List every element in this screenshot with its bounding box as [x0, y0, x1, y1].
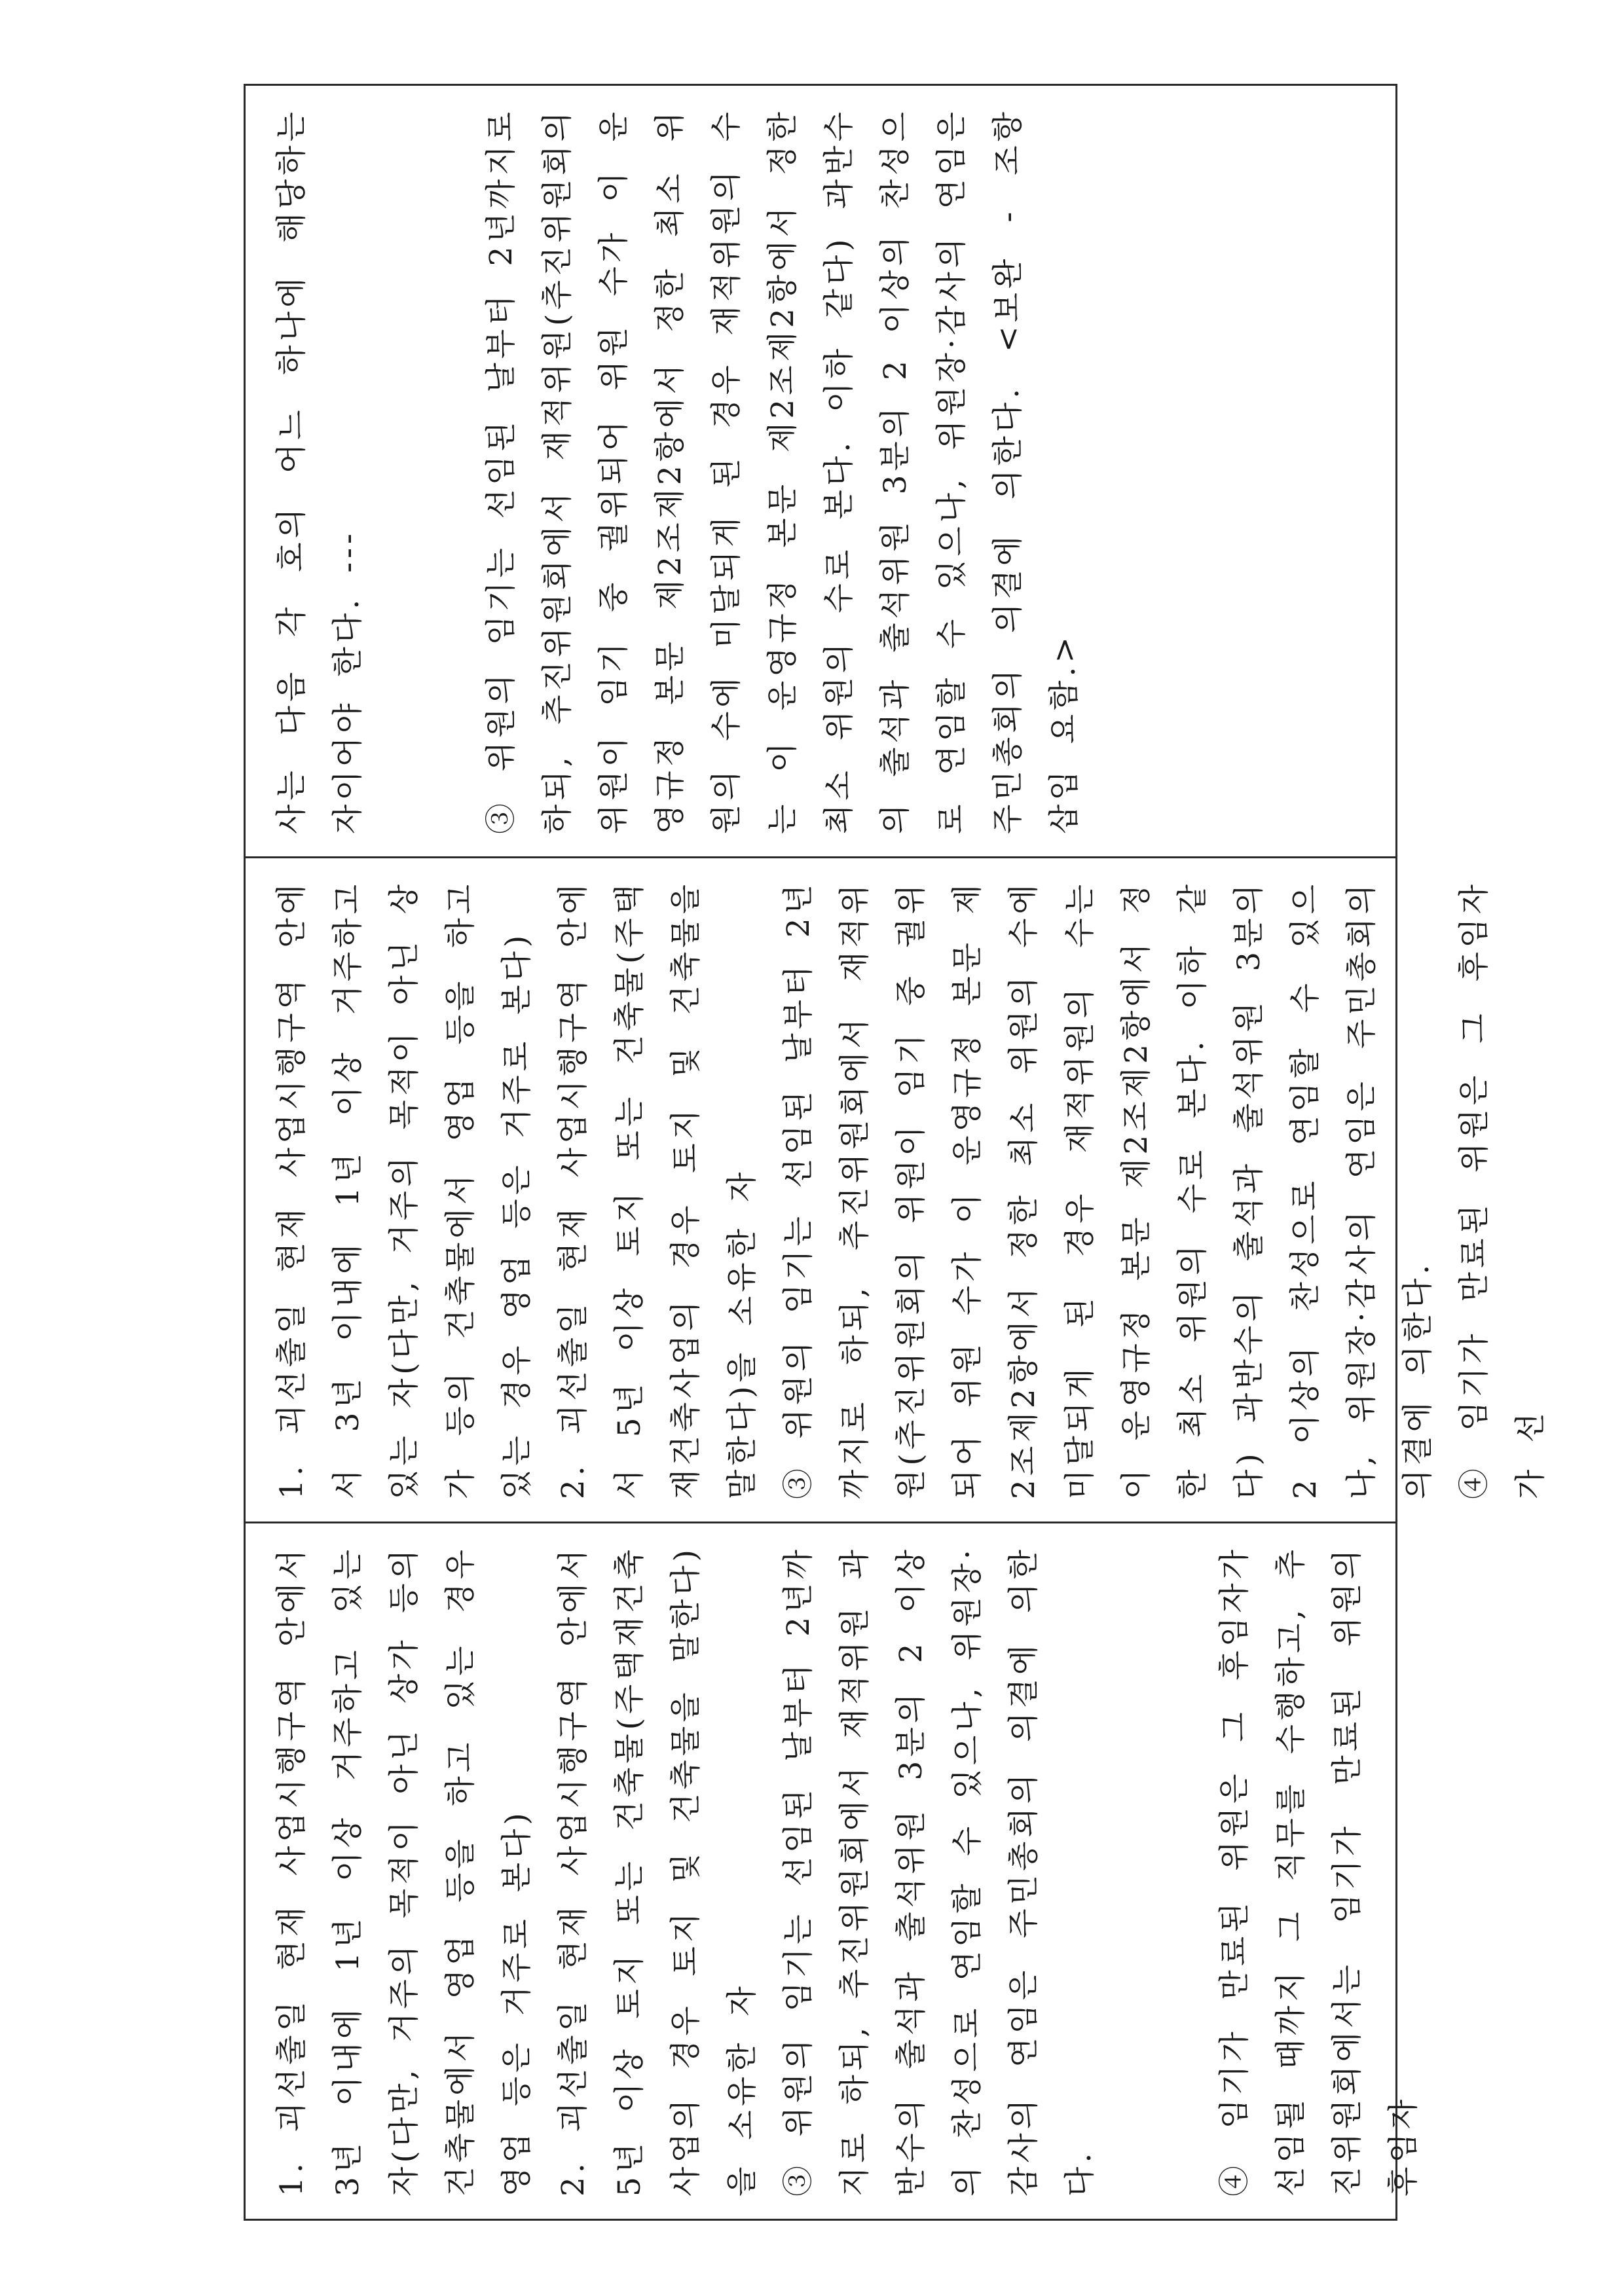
col3-paragraph-2: ③ 위원의 임기는 선임된 날부터 2년까지로 하되, 추진위원회에서 재적위원(추진위원회의 위원이 임기 중 궐위되어 위원 수가 이 운영규정 본문 제2조제2항에서 정한 최소 위원의 수에 미달되게 된 경우 재적위원의 수는 이 운영규정 본문 제2조제2항에서 정한 최소 위원의 수로 본다. 이하 같다) 과반수의 출석과 출석위원 3분의 2 이상의 찬성으로 연임할 수 있으나, 위원장·감사의 연임은 주민총회의 의결에 의한다. <보완 - 조항 삽입 요함.> [483, 85, 1082, 834]
col3-paragraph-1: 사는 다음 각 호의 어느 하나에 해당하는 자이어야 한다. --- [274, 85, 366, 834]
col1-paragraph-4: ④ 임기가 만료된 위원은 그 후임자가 선임될 때까지 그 직무를 수행하고, 추진위원회에서는 임기가 만료된 위원의 후임자 [1217, 1523, 1422, 2196]
col1-paragraph-2: 2. 괴선출일 현재 사업시행구역 안에서 5년 이상 토지 또는 건축물(주택재건축사업의 경우 토지 및 건축물을 말한다)을 소유한 자 [555, 1523, 760, 2196]
col2-paragraph-4: ④ 임기가 만료된 위원은 그 후임자가 선 [1456, 881, 1549, 1499]
col1-paragraph-3: ③ 위원의 임기는 선임된 날부터 2년까지로 하되, 추진위원회에서 재적위원 과반수의 출석과 출석위원 3분의 2 이상의 찬성으로 연임할 수 있으나, 위원장·감사의 연임은 주민총회의 의결에 의한다. [781, 1546, 1098, 2196]
col1-paragraph-1: 1. 괴선출일 현재 사업시행구역 안에서 3년 이내에 1년 이상 거주하고 있는 자(다만, 거주의 목적이 아닌 상가 등의 건축물에서 영업 등을 하고 있는 경우 영업 등은 거주로 본다) [274, 1523, 535, 2196]
table-column-3 [246, 86, 1395, 858]
rotated-table-content [246, 85, 1549, 2219]
col2-paragraph-3: ③ 위원의 임기는 선임된 날부터 2년까지로 하되, 추진위원회에서 재적위원(추진위원회의 위원이 임기 중 궐위되어 위원 수가 이 운영규정 본문 제2조제2항에서 정한 최소 위원의 수에 미달되게 된 경우 재적위원의 수는 이 운영규정 본문 제2조제2항에서 정한 최소 위원의 수로 본다. 이하 같다) 과반수의 출석과 출석위원 3분의 2 이상의 찬성으로 연임할 수 있으나, 위원장·감사의 연임은 주민총회의 의결에 의한다. [781, 858, 1436, 1499]
table-column-1 [246, 1523, 1422, 2219]
spacer [1109, 1546, 1207, 2196]
document-table [244, 84, 1549, 2221]
spacer [377, 108, 473, 834]
table-column-2 [246, 858, 1549, 1523]
col2-paragraph-1: 1. 괴선출일 현재 사업시행구역 안에서 3년 이내에 1년 이상 거주하고 있는 자(다만, 거주의 목적이 아닌 상가 등의 건축물에서 영업 등을 하고 있는 경우 영업 등은 거주로 본다) [274, 858, 535, 1499]
col2-paragraph-2: 2. 괴선출일 현재 사업시행구역 안에서 5년 이상 토지 또는 건축물(주택재건축사업의 경우 토지 및 건축물을 말한다)을 소유한 자 [555, 858, 760, 1499]
